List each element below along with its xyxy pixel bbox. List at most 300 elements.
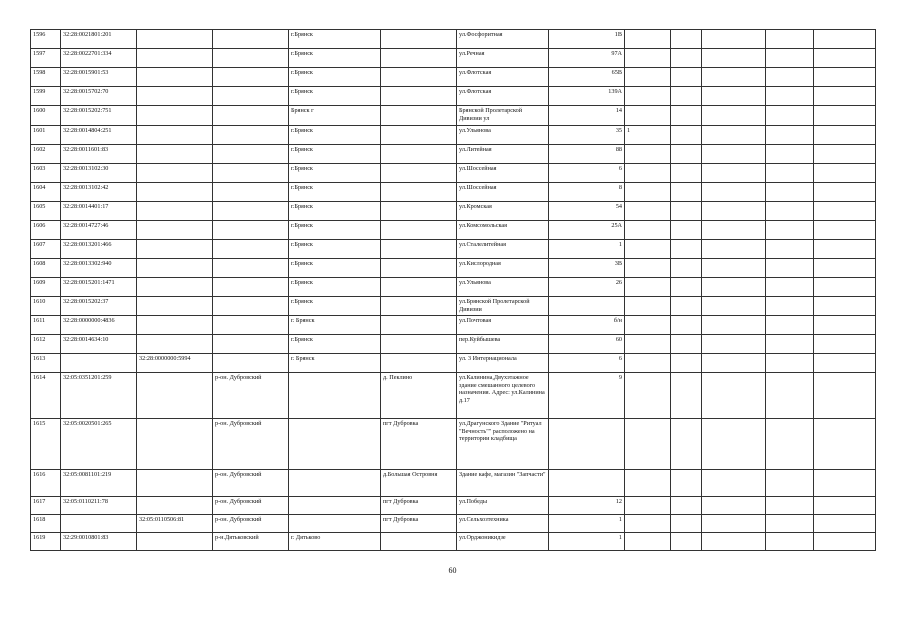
house-number [549, 419, 625, 470]
street-address: ул.Комсомольская [457, 221, 549, 240]
table-row [31, 515, 876, 533]
empty-cell [671, 221, 702, 240]
table-row [31, 68, 876, 87]
city [289, 419, 381, 470]
street-address: ул.Фосфоритная [457, 30, 549, 49]
city: г.Брянск [289, 49, 381, 68]
district [213, 183, 289, 202]
city: г.Брянск [289, 30, 381, 49]
extra-value [625, 316, 671, 335]
empty-cell [671, 202, 702, 221]
row-number: 1596 [31, 30, 61, 49]
house-number: 54 [549, 202, 625, 221]
table-row [31, 373, 876, 419]
street-address: ул.Речная [457, 49, 549, 68]
empty-cell [766, 259, 814, 278]
table-row [31, 49, 876, 68]
street-address: пер.Куйбышева [457, 335, 549, 354]
empty-cell [702, 30, 766, 49]
district: р-он. Дубровский [213, 470, 289, 497]
empty-cell [766, 164, 814, 183]
empty-cell [814, 183, 876, 202]
empty-cell [766, 297, 814, 316]
empty-cell [671, 515, 702, 533]
district: р-он. Дубровский [213, 419, 289, 470]
cadastral-number: 32:28:0015202:37 [61, 297, 137, 316]
row-number: 1619 [31, 533, 61, 551]
empty-cell [671, 278, 702, 297]
district [213, 335, 289, 354]
house-number: 1В [549, 30, 625, 49]
street-address: ул.Орджоникидзе [457, 533, 549, 551]
street-address: ул.Калинина,Двухэтажное здание смешанного целевого назначения. Адрес: ул.Калинина д.17 [457, 373, 549, 419]
cadastral-number-alt [137, 259, 213, 278]
cadastral-number-alt [137, 126, 213, 145]
settlement [381, 240, 457, 259]
empty-cell [814, 145, 876, 164]
house-number: 88 [549, 145, 625, 164]
house-number: 1 [549, 533, 625, 551]
extra-value: 1 [625, 126, 671, 145]
street-address: ул.Брянской Пролетарской Дивизии [457, 297, 549, 316]
extra-value [625, 87, 671, 106]
empty-cell [671, 87, 702, 106]
street-address: ул.Победы [457, 497, 549, 515]
street-address: Брянской Пролетарской Дивизии ул [457, 106, 549, 126]
settlement [381, 316, 457, 335]
settlement [381, 259, 457, 278]
row-number: 1597 [31, 49, 61, 68]
extra-value [625, 470, 671, 497]
settlement [381, 533, 457, 551]
cadastral-number: 32:28:0014401:17 [61, 202, 137, 221]
table-row [31, 335, 876, 354]
row-number: 1610 [31, 297, 61, 316]
cadastral-number: 32:28:0013102:42 [61, 183, 137, 202]
street-address: ул.Шоссейная [457, 183, 549, 202]
street-address: ул.Кислородная [457, 259, 549, 278]
empty-cell [814, 49, 876, 68]
empty-cell [766, 419, 814, 470]
empty-cell [766, 87, 814, 106]
empty-cell [814, 297, 876, 316]
row-number: 1612 [31, 335, 61, 354]
city: г.Брянск [289, 297, 381, 316]
empty-cell [671, 297, 702, 316]
district [213, 297, 289, 316]
settlement [381, 145, 457, 164]
empty-cell [702, 221, 766, 240]
city: г. Дятьково [289, 533, 381, 551]
settlement: д. Пеклино [381, 373, 457, 419]
table-row [31, 202, 876, 221]
district: р-он. Дубровский [213, 497, 289, 515]
extra-value [625, 373, 671, 419]
empty-cell [671, 126, 702, 145]
settlement [381, 202, 457, 221]
row-number: 1598 [31, 68, 61, 87]
empty-cell [766, 497, 814, 515]
house-number: 25А [549, 221, 625, 240]
row-number: 1618 [31, 515, 61, 533]
house-number: б/н [549, 316, 625, 335]
street-address: ул.Кромская [457, 202, 549, 221]
row-number: 1614 [31, 373, 61, 419]
district [213, 240, 289, 259]
row-number: 1608 [31, 259, 61, 278]
extra-value [625, 202, 671, 221]
table-row [31, 533, 876, 551]
city: г.Брянск [289, 87, 381, 106]
cadastral-number: 32:28:0015702:70 [61, 87, 137, 106]
cadastral-number-alt [137, 221, 213, 240]
empty-cell [702, 419, 766, 470]
cadastral-number: 32:05:0020501:265 [61, 419, 137, 470]
cadastral-number: 32:28:0015901:53 [61, 68, 137, 87]
cadastral-number: 32:28:0000000:4836 [61, 316, 137, 335]
district [213, 87, 289, 106]
settlement [381, 68, 457, 87]
empty-cell [766, 373, 814, 419]
cadastral-number: 32:28:0014727:46 [61, 221, 137, 240]
district [213, 354, 289, 373]
empty-cell [814, 470, 876, 497]
cadastral-number: 32:05:0351201:259 [61, 373, 137, 419]
cadastral-number: 32:28:0015201:1471 [61, 278, 137, 297]
table-row [31, 183, 876, 202]
empty-cell [814, 30, 876, 49]
empty-cell [814, 515, 876, 533]
settlement [381, 297, 457, 316]
extra-value [625, 221, 671, 240]
extra-value [625, 297, 671, 316]
extra-value [625, 68, 671, 87]
row-number: 1602 [31, 145, 61, 164]
extra-value [625, 497, 671, 515]
settlement [381, 221, 457, 240]
city: г. Брянск [289, 316, 381, 335]
cadastral-number-alt [137, 297, 213, 316]
cadastral-number: 32:28:0013102:30 [61, 164, 137, 183]
empty-cell [671, 533, 702, 551]
empty-cell [766, 354, 814, 373]
cadastral-number-alt [137, 240, 213, 259]
empty-cell [814, 373, 876, 419]
cadastral-number-alt [137, 419, 213, 470]
house-number: 65В [549, 68, 625, 87]
empty-cell [814, 278, 876, 297]
table-row [31, 145, 876, 164]
cadastral-number-alt [137, 164, 213, 183]
table-row [31, 497, 876, 515]
extra-value [625, 164, 671, 183]
row-number: 1603 [31, 164, 61, 183]
house-number: 9 [549, 373, 625, 419]
row-number: 1606 [31, 221, 61, 240]
empty-cell [814, 87, 876, 106]
house-number: 1 [549, 240, 625, 259]
settlement [381, 126, 457, 145]
city: г.Брянск [289, 126, 381, 145]
cadastral-number-alt [137, 316, 213, 335]
district: р-н.Дятьковский [213, 533, 289, 551]
empty-cell [766, 470, 814, 497]
settlement [381, 87, 457, 106]
empty-cell [702, 87, 766, 106]
cadastral-number-alt [137, 278, 213, 297]
empty-cell [702, 126, 766, 145]
cadastral-number-alt [137, 49, 213, 68]
cadastral-number-alt: 32:05:0110506:81 [137, 515, 213, 533]
city: Брянск г [289, 106, 381, 126]
empty-cell [671, 183, 702, 202]
street-address: ул.Ульянова [457, 278, 549, 297]
table-row [31, 470, 876, 497]
empty-cell [702, 373, 766, 419]
cadastral-number-alt [137, 145, 213, 164]
district [213, 30, 289, 49]
table-row [31, 30, 876, 49]
district: р-он. Дубровский [213, 515, 289, 533]
empty-cell [814, 335, 876, 354]
house-number: 14 [549, 106, 625, 126]
empty-cell [766, 533, 814, 551]
street-address: ул.Шоссейная [457, 164, 549, 183]
empty-cell [702, 497, 766, 515]
empty-cell [702, 106, 766, 126]
settlement [381, 49, 457, 68]
extra-value [625, 30, 671, 49]
extra-value [625, 419, 671, 470]
street-address: ул.Драгунского Здание "Ритуал "Вечность"" расположено на территории кладбища [457, 419, 549, 470]
table-row [31, 297, 876, 316]
empty-cell [671, 259, 702, 278]
row-number: 1599 [31, 87, 61, 106]
city: г. Брянск [289, 354, 381, 373]
street-address: ул.Флотская [457, 87, 549, 106]
empty-cell [814, 497, 876, 515]
city [289, 497, 381, 515]
empty-cell [702, 164, 766, 183]
row-number: 1611 [31, 316, 61, 335]
settlement: пгт Дубровка [381, 419, 457, 470]
empty-cell [702, 297, 766, 316]
table-row [31, 87, 876, 106]
empty-cell [766, 145, 814, 164]
city: г.Брянск [289, 259, 381, 278]
table-row [31, 240, 876, 259]
settlement: пгт Дубровка [381, 515, 457, 533]
empty-cell [766, 335, 814, 354]
house-number: 35 [549, 126, 625, 145]
house-number: 26 [549, 278, 625, 297]
settlement [381, 335, 457, 354]
street-address: ул. 3 Интернационала [457, 354, 549, 373]
settlement [381, 106, 457, 126]
house-number: 60 [549, 335, 625, 354]
empty-cell [814, 221, 876, 240]
house-number: 8 [549, 183, 625, 202]
street-address: ул.Литейная [457, 145, 549, 164]
cadastral-number-alt [137, 183, 213, 202]
district: р-он. Дубровский [213, 373, 289, 419]
register-table [30, 29, 876, 551]
empty-cell [671, 470, 702, 497]
district [213, 221, 289, 240]
empty-cell [671, 68, 702, 87]
empty-cell [702, 354, 766, 373]
street-address: ул.Ульянова [457, 126, 549, 145]
empty-cell [766, 278, 814, 297]
empty-cell [671, 335, 702, 354]
empty-cell [814, 533, 876, 551]
cadastral-number [61, 354, 137, 373]
cadastral-number: 32:28:0022701:334 [61, 49, 137, 68]
house-number: 3В [549, 259, 625, 278]
row-number: 1605 [31, 202, 61, 221]
row-number: 1609 [31, 278, 61, 297]
extra-value [625, 278, 671, 297]
city [289, 470, 381, 497]
cadastral-number-alt [137, 106, 213, 126]
empty-cell [702, 533, 766, 551]
table-row [31, 259, 876, 278]
house-number [549, 297, 625, 316]
empty-cell [766, 30, 814, 49]
house-number: 12 [549, 497, 625, 515]
settlement: д.Большая Островня [381, 470, 457, 497]
table-row [31, 316, 876, 335]
empty-cell [671, 373, 702, 419]
settlement: пгт Дубровка [381, 497, 457, 515]
empty-cell [766, 49, 814, 68]
district [213, 145, 289, 164]
cadastral-number: 32:28:0014804:251 [61, 126, 137, 145]
empty-cell [702, 68, 766, 87]
empty-cell [702, 316, 766, 335]
page-number: 60 [448, 566, 457, 575]
house-number [549, 470, 625, 497]
row-number: 1601 [31, 126, 61, 145]
city: г.Брянск [289, 335, 381, 354]
cadastral-number: 32:05:0081101:219 [61, 470, 137, 497]
settlement [381, 278, 457, 297]
cadastral-number-alt [137, 533, 213, 551]
table-row [31, 354, 876, 373]
street-address: ул.Сельхозтехника [457, 515, 549, 533]
cadastral-number-alt: 32:28:0000000:5994 [137, 354, 213, 373]
district [213, 278, 289, 297]
empty-cell [814, 259, 876, 278]
extra-value [625, 515, 671, 533]
settlement [381, 183, 457, 202]
street-address: Здание кафе, магазин "Запчасти" [457, 470, 549, 497]
city: г.Брянск [289, 183, 381, 202]
empty-cell [671, 354, 702, 373]
empty-cell [814, 419, 876, 470]
empty-cell [671, 30, 702, 49]
cadastral-number: 32:28:0021801:201 [61, 30, 137, 49]
cadastral-number: 32:28:0014634:10 [61, 335, 137, 354]
table-body [31, 30, 876, 551]
district [213, 259, 289, 278]
table-row [31, 221, 876, 240]
city: г.Брянск [289, 202, 381, 221]
extra-value [625, 183, 671, 202]
row-number: 1613 [31, 354, 61, 373]
district [213, 68, 289, 87]
table-row [31, 278, 876, 297]
row-number: 1616 [31, 470, 61, 497]
extra-value [625, 335, 671, 354]
settlement [381, 164, 457, 183]
empty-cell [766, 221, 814, 240]
house-number: 6 [549, 354, 625, 373]
cadastral-number: 32:28:0013302:940 [61, 259, 137, 278]
empty-cell [814, 106, 876, 126]
cadastral-number-alt [137, 87, 213, 106]
empty-cell [814, 164, 876, 183]
empty-cell [766, 515, 814, 533]
district [213, 164, 289, 183]
cadastral-number-alt [137, 470, 213, 497]
extra-value [625, 354, 671, 373]
extra-value [625, 145, 671, 164]
house-number: 6 [549, 164, 625, 183]
city: г.Брянск [289, 164, 381, 183]
empty-cell [766, 316, 814, 335]
empty-cell [814, 126, 876, 145]
empty-cell [671, 106, 702, 126]
city: г.Брянск [289, 278, 381, 297]
city [289, 373, 381, 419]
empty-cell [766, 106, 814, 126]
empty-cell [702, 145, 766, 164]
city: г.Брянск [289, 221, 381, 240]
table-row [31, 164, 876, 183]
empty-cell [814, 316, 876, 335]
cadastral-number-alt [137, 68, 213, 87]
district [213, 316, 289, 335]
extra-value [625, 49, 671, 68]
empty-cell [702, 183, 766, 202]
empty-cell [671, 240, 702, 259]
empty-cell [671, 316, 702, 335]
extra-value [625, 533, 671, 551]
district [213, 49, 289, 68]
cadastral-number: 32:28:0015202:751 [61, 106, 137, 126]
cadastral-number-alt [137, 373, 213, 419]
city: г.Брянск [289, 240, 381, 259]
city: г.Брянск [289, 68, 381, 87]
empty-cell [702, 335, 766, 354]
cadastral-number: 32:28:0011601:83 [61, 145, 137, 164]
district [213, 106, 289, 126]
cadastral-number: 32:28:0013201:466 [61, 240, 137, 259]
cadastral-number-alt [137, 202, 213, 221]
empty-cell [671, 497, 702, 515]
empty-cell [766, 202, 814, 221]
empty-cell [671, 164, 702, 183]
empty-cell [702, 515, 766, 533]
row-number: 1604 [31, 183, 61, 202]
house-number: 1 [549, 515, 625, 533]
empty-cell [702, 470, 766, 497]
empty-cell [702, 278, 766, 297]
empty-cell [766, 68, 814, 87]
empty-cell [702, 240, 766, 259]
cadastral-number-alt [137, 30, 213, 49]
